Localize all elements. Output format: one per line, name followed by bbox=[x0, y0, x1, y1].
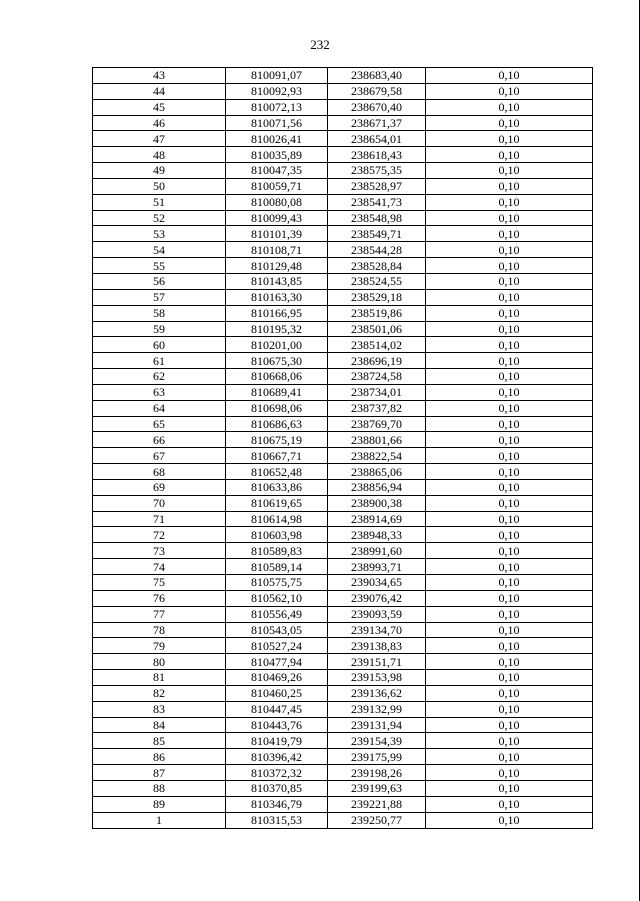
y-coordinate-cell: 238801,66 bbox=[328, 432, 426, 448]
table-row bbox=[93, 289, 593, 305]
table-row bbox=[93, 749, 593, 765]
accuracy-cell: 0,10 bbox=[426, 464, 593, 480]
point-number-cell: 73 bbox=[93, 543, 226, 559]
accuracy-cell: 0,10 bbox=[426, 606, 593, 622]
x-coordinate-cell: 810072,13 bbox=[226, 99, 328, 115]
accuracy-cell: 0,10 bbox=[426, 654, 593, 670]
x-coordinate-cell: 810101,39 bbox=[226, 226, 328, 242]
accuracy-cell: 0,10 bbox=[426, 337, 593, 353]
x-coordinate-cell: 810447,45 bbox=[226, 701, 328, 717]
accuracy-cell: 0,10 bbox=[426, 717, 593, 733]
y-coordinate-cell: 239076,42 bbox=[328, 590, 426, 606]
y-coordinate-cell: 239093,59 bbox=[328, 606, 426, 622]
x-coordinate-cell: 810477,94 bbox=[226, 654, 328, 670]
point-number-cell: 47 bbox=[93, 131, 226, 147]
point-number-cell: 83 bbox=[93, 701, 226, 717]
accuracy-cell: 0,10 bbox=[426, 495, 593, 511]
accuracy-cell: 0,10 bbox=[426, 321, 593, 337]
table-row bbox=[93, 337, 593, 353]
table-row bbox=[93, 543, 593, 559]
y-coordinate-cell: 238683,40 bbox=[328, 68, 426, 84]
coordinates-table-body bbox=[93, 68, 593, 829]
table-row bbox=[93, 670, 593, 686]
x-coordinate-cell: 810129,48 bbox=[226, 258, 328, 274]
point-number-cell: 71 bbox=[93, 511, 226, 527]
y-coordinate-cell: 239154,39 bbox=[328, 733, 426, 749]
y-coordinate-cell: 238671,37 bbox=[328, 115, 426, 131]
point-number-cell: 50 bbox=[93, 178, 226, 194]
table-row bbox=[93, 575, 593, 591]
table-row bbox=[93, 178, 593, 194]
point-number-cell: 59 bbox=[93, 321, 226, 337]
table-row bbox=[93, 527, 593, 543]
accuracy-cell: 0,10 bbox=[426, 242, 593, 258]
x-coordinate-cell: 810575,75 bbox=[226, 575, 328, 591]
accuracy-cell: 0,10 bbox=[426, 163, 593, 179]
x-coordinate-cell: 810689,41 bbox=[226, 384, 328, 400]
table-row bbox=[93, 353, 593, 369]
y-coordinate-cell: 238948,33 bbox=[328, 527, 426, 543]
table-row bbox=[93, 194, 593, 210]
y-coordinate-cell: 238993,71 bbox=[328, 559, 426, 575]
table-row bbox=[93, 448, 593, 464]
point-number-cell: 85 bbox=[93, 733, 226, 749]
y-coordinate-cell: 238519,86 bbox=[328, 305, 426, 321]
accuracy-cell: 0,10 bbox=[426, 68, 593, 84]
accuracy-cell: 0,10 bbox=[426, 749, 593, 765]
accuracy-cell: 0,10 bbox=[426, 99, 593, 115]
table-row bbox=[93, 131, 593, 147]
x-coordinate-cell: 810460,25 bbox=[226, 685, 328, 701]
table-row bbox=[93, 258, 593, 274]
x-coordinate-cell: 810071,56 bbox=[226, 115, 328, 131]
y-coordinate-cell: 238856,94 bbox=[328, 479, 426, 495]
y-coordinate-cell: 238734,01 bbox=[328, 384, 426, 400]
point-number-cell: 65 bbox=[93, 416, 226, 432]
accuracy-cell: 0,10 bbox=[426, 559, 593, 575]
point-number-cell: 61 bbox=[93, 353, 226, 369]
y-coordinate-cell: 239221,88 bbox=[328, 796, 426, 812]
accuracy-cell: 0,10 bbox=[426, 701, 593, 717]
table-row bbox=[93, 796, 593, 812]
accuracy-cell: 0,10 bbox=[426, 369, 593, 385]
table-row bbox=[93, 163, 593, 179]
accuracy-cell: 0,10 bbox=[426, 479, 593, 495]
x-coordinate-cell: 810562,10 bbox=[226, 590, 328, 606]
table-row bbox=[93, 384, 593, 400]
table-row bbox=[93, 495, 593, 511]
x-coordinate-cell: 810035,89 bbox=[226, 147, 328, 163]
y-coordinate-cell: 238737,82 bbox=[328, 400, 426, 416]
point-number-cell: 82 bbox=[93, 685, 226, 701]
table-row bbox=[93, 416, 593, 432]
x-coordinate-cell: 810603,98 bbox=[226, 527, 328, 543]
point-number-cell: 89 bbox=[93, 796, 226, 812]
y-coordinate-cell: 238679,58 bbox=[328, 83, 426, 99]
table-row bbox=[93, 115, 593, 131]
y-coordinate-cell: 238501,06 bbox=[328, 321, 426, 337]
accuracy-cell: 0,10 bbox=[426, 194, 593, 210]
y-coordinate-cell: 238549,71 bbox=[328, 226, 426, 242]
table-row bbox=[93, 210, 593, 226]
table-row bbox=[93, 559, 593, 575]
accuracy-cell: 0,10 bbox=[426, 210, 593, 226]
x-coordinate-cell: 810556,49 bbox=[226, 606, 328, 622]
point-number-cell: 60 bbox=[93, 337, 226, 353]
point-number-cell: 57 bbox=[93, 289, 226, 305]
y-coordinate-cell: 239153,98 bbox=[328, 670, 426, 686]
point-number-cell: 72 bbox=[93, 527, 226, 543]
accuracy-cell: 0,10 bbox=[426, 432, 593, 448]
x-coordinate-cell: 810527,24 bbox=[226, 638, 328, 654]
y-coordinate-cell: 238528,84 bbox=[328, 258, 426, 274]
table-row bbox=[93, 622, 593, 638]
x-coordinate-cell: 810315,53 bbox=[226, 812, 328, 828]
y-coordinate-cell: 238991,60 bbox=[328, 543, 426, 559]
accuracy-cell: 0,10 bbox=[426, 115, 593, 131]
accuracy-cell: 0,10 bbox=[426, 416, 593, 432]
x-coordinate-cell: 810698,06 bbox=[226, 400, 328, 416]
point-number-cell: 66 bbox=[93, 432, 226, 448]
table-row bbox=[93, 400, 593, 416]
accuracy-cell: 0,10 bbox=[426, 353, 593, 369]
y-coordinate-cell: 238822,54 bbox=[328, 448, 426, 464]
accuracy-cell: 0,10 bbox=[426, 226, 593, 242]
point-number-cell: 52 bbox=[93, 210, 226, 226]
point-number-cell: 88 bbox=[93, 780, 226, 796]
point-number-cell: 70 bbox=[93, 495, 226, 511]
table-row bbox=[93, 765, 593, 781]
x-coordinate-cell: 810396,42 bbox=[226, 749, 328, 765]
x-coordinate-cell: 810469,26 bbox=[226, 670, 328, 686]
point-number-cell: 81 bbox=[93, 670, 226, 686]
x-coordinate-cell: 810370,85 bbox=[226, 780, 328, 796]
y-coordinate-cell: 239199,63 bbox=[328, 780, 426, 796]
accuracy-cell: 0,10 bbox=[426, 511, 593, 527]
x-coordinate-cell: 810589,83 bbox=[226, 543, 328, 559]
accuracy-cell: 0,10 bbox=[426, 273, 593, 289]
x-coordinate-cell: 810543,05 bbox=[226, 622, 328, 638]
table-row bbox=[93, 226, 593, 242]
accuracy-cell: 0,10 bbox=[426, 780, 593, 796]
point-number-cell: 64 bbox=[93, 400, 226, 416]
point-number-cell: 44 bbox=[93, 83, 226, 99]
accuracy-cell: 0,10 bbox=[426, 733, 593, 749]
x-coordinate-cell: 810059,71 bbox=[226, 178, 328, 194]
x-coordinate-cell: 810099,43 bbox=[226, 210, 328, 226]
point-number-cell: 43 bbox=[93, 68, 226, 84]
table-row bbox=[93, 432, 593, 448]
x-coordinate-cell: 810047,35 bbox=[226, 163, 328, 179]
y-coordinate-cell: 238529,18 bbox=[328, 289, 426, 305]
page-number: 232 bbox=[310, 37, 330, 52]
accuracy-cell: 0,10 bbox=[426, 448, 593, 464]
table-row bbox=[93, 83, 593, 99]
point-number-cell: 67 bbox=[93, 448, 226, 464]
x-coordinate-cell: 810652,48 bbox=[226, 464, 328, 480]
table-row bbox=[93, 99, 593, 115]
accuracy-cell: 0,10 bbox=[426, 400, 593, 416]
point-number-cell: 79 bbox=[93, 638, 226, 654]
x-coordinate-cell: 810675,19 bbox=[226, 432, 328, 448]
accuracy-cell: 0,10 bbox=[426, 527, 593, 543]
x-coordinate-cell: 810372,32 bbox=[226, 765, 328, 781]
accuracy-cell: 0,10 bbox=[426, 685, 593, 701]
accuracy-cell: 0,10 bbox=[426, 258, 593, 274]
y-coordinate-cell: 238514,02 bbox=[328, 337, 426, 353]
point-number-cell: 53 bbox=[93, 226, 226, 242]
x-coordinate-cell: 810143,85 bbox=[226, 273, 328, 289]
y-coordinate-cell: 238544,28 bbox=[328, 242, 426, 258]
point-number-cell: 48 bbox=[93, 147, 226, 163]
x-coordinate-cell: 810668,06 bbox=[226, 369, 328, 385]
point-number-cell: 74 bbox=[93, 559, 226, 575]
table-row bbox=[93, 321, 593, 337]
accuracy-cell: 0,10 bbox=[426, 147, 593, 163]
y-coordinate-cell: 238528,97 bbox=[328, 178, 426, 194]
point-number-cell: 80 bbox=[93, 654, 226, 670]
table-row bbox=[93, 606, 593, 622]
x-coordinate-cell: 810686,63 bbox=[226, 416, 328, 432]
x-coordinate-cell: 810633,86 bbox=[226, 479, 328, 495]
table-row bbox=[93, 654, 593, 670]
y-coordinate-cell: 239175,99 bbox=[328, 749, 426, 765]
point-number-cell: 56 bbox=[93, 273, 226, 289]
accuracy-cell: 0,10 bbox=[426, 590, 593, 606]
point-number-cell: 54 bbox=[93, 242, 226, 258]
table-row bbox=[93, 464, 593, 480]
accuracy-cell: 0,10 bbox=[426, 796, 593, 812]
table-row bbox=[93, 717, 593, 733]
table-row bbox=[93, 638, 593, 654]
point-number-cell: 68 bbox=[93, 464, 226, 480]
y-coordinate-cell: 239198,26 bbox=[328, 765, 426, 781]
table-row bbox=[93, 511, 593, 527]
y-coordinate-cell: 239131,94 bbox=[328, 717, 426, 733]
point-number-cell: 55 bbox=[93, 258, 226, 274]
y-coordinate-cell: 238865,06 bbox=[328, 464, 426, 480]
y-coordinate-cell: 239134,70 bbox=[328, 622, 426, 638]
table-row bbox=[93, 479, 593, 495]
table-row bbox=[93, 733, 593, 749]
point-number-cell: 46 bbox=[93, 115, 226, 131]
accuracy-cell: 0,10 bbox=[426, 765, 593, 781]
point-number-cell: 58 bbox=[93, 305, 226, 321]
y-coordinate-cell: 238670,40 bbox=[328, 99, 426, 115]
accuracy-cell: 0,10 bbox=[426, 670, 593, 686]
x-coordinate-cell: 810195,32 bbox=[226, 321, 328, 337]
x-coordinate-cell: 810026,41 bbox=[226, 131, 328, 147]
x-coordinate-cell: 810589,14 bbox=[226, 559, 328, 575]
y-coordinate-cell: 238524,55 bbox=[328, 273, 426, 289]
accuracy-cell: 0,10 bbox=[426, 575, 593, 591]
x-coordinate-cell: 810092,93 bbox=[226, 83, 328, 99]
table-row bbox=[93, 242, 593, 258]
point-number-cell: 78 bbox=[93, 622, 226, 638]
point-number-cell: 45 bbox=[93, 99, 226, 115]
accuracy-cell: 0,10 bbox=[426, 638, 593, 654]
x-coordinate-cell: 810163,30 bbox=[226, 289, 328, 305]
accuracy-cell: 0,10 bbox=[426, 178, 593, 194]
y-coordinate-cell: 238724,58 bbox=[328, 369, 426, 385]
x-coordinate-cell: 810419,79 bbox=[226, 733, 328, 749]
table-row bbox=[93, 273, 593, 289]
x-coordinate-cell: 810201,00 bbox=[226, 337, 328, 353]
y-coordinate-cell: 239138,83 bbox=[328, 638, 426, 654]
y-coordinate-cell: 238654,01 bbox=[328, 131, 426, 147]
point-number-cell: 77 bbox=[93, 606, 226, 622]
y-coordinate-cell: 238541,73 bbox=[328, 194, 426, 210]
accuracy-cell: 0,10 bbox=[426, 83, 593, 99]
accuracy-cell: 0,10 bbox=[426, 812, 593, 828]
point-number-cell: 49 bbox=[93, 163, 226, 179]
y-coordinate-cell: 238548,98 bbox=[328, 210, 426, 226]
table-row bbox=[93, 147, 593, 163]
x-coordinate-cell: 810346,79 bbox=[226, 796, 328, 812]
accuracy-cell: 0,10 bbox=[426, 622, 593, 638]
coordinates-table bbox=[92, 67, 593, 829]
y-coordinate-cell: 239151,71 bbox=[328, 654, 426, 670]
y-coordinate-cell: 238575,35 bbox=[328, 163, 426, 179]
point-number-cell: 84 bbox=[93, 717, 226, 733]
x-coordinate-cell: 810675,30 bbox=[226, 353, 328, 369]
x-coordinate-cell: 810619,65 bbox=[226, 495, 328, 511]
point-number-cell: 51 bbox=[93, 194, 226, 210]
y-coordinate-cell: 239132,99 bbox=[328, 701, 426, 717]
x-coordinate-cell: 810614,98 bbox=[226, 511, 328, 527]
table-row bbox=[93, 590, 593, 606]
point-number-cell: 1 bbox=[93, 812, 226, 828]
y-coordinate-cell: 238900,38 bbox=[328, 495, 426, 511]
point-number-cell: 87 bbox=[93, 765, 226, 781]
y-coordinate-cell: 239136,62 bbox=[328, 685, 426, 701]
y-coordinate-cell: 238914,69 bbox=[328, 511, 426, 527]
x-coordinate-cell: 810667,71 bbox=[226, 448, 328, 464]
point-number-cell: 63 bbox=[93, 384, 226, 400]
accuracy-cell: 0,10 bbox=[426, 543, 593, 559]
table-row bbox=[93, 369, 593, 385]
point-number-cell: 69 bbox=[93, 479, 226, 495]
table-row bbox=[93, 68, 593, 84]
table-row bbox=[93, 305, 593, 321]
table-row bbox=[93, 812, 593, 828]
y-coordinate-cell: 239250,77 bbox=[328, 812, 426, 828]
accuracy-cell: 0,10 bbox=[426, 289, 593, 305]
point-number-cell: 62 bbox=[93, 369, 226, 385]
table-row bbox=[93, 701, 593, 717]
x-coordinate-cell: 810108,71 bbox=[226, 242, 328, 258]
x-coordinate-cell: 810166,95 bbox=[226, 305, 328, 321]
y-coordinate-cell: 238696,19 bbox=[328, 353, 426, 369]
y-coordinate-cell: 238618,43 bbox=[328, 147, 426, 163]
y-coordinate-cell: 238769,70 bbox=[328, 416, 426, 432]
accuracy-cell: 0,10 bbox=[426, 131, 593, 147]
point-number-cell: 76 bbox=[93, 590, 226, 606]
x-coordinate-cell: 810443,76 bbox=[226, 717, 328, 733]
point-number-cell: 75 bbox=[93, 575, 226, 591]
accuracy-cell: 0,10 bbox=[426, 384, 593, 400]
table-row bbox=[93, 685, 593, 701]
point-number-cell: 86 bbox=[93, 749, 226, 765]
x-coordinate-cell: 810080,08 bbox=[226, 194, 328, 210]
x-coordinate-cell: 810091,07 bbox=[226, 68, 328, 84]
y-coordinate-cell: 239034,65 bbox=[328, 575, 426, 591]
table-row bbox=[93, 780, 593, 796]
accuracy-cell: 0,10 bbox=[426, 305, 593, 321]
